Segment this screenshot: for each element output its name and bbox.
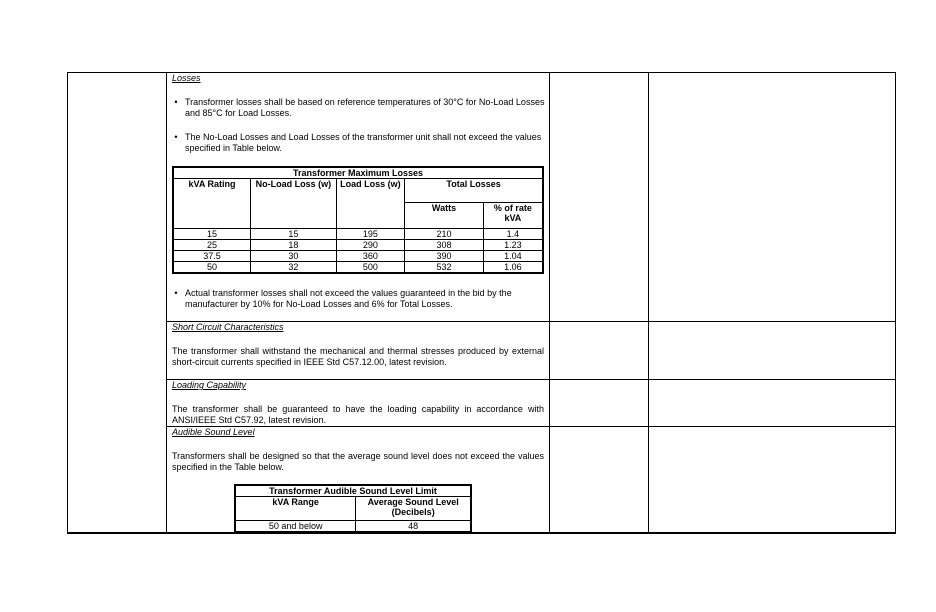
cell: 360	[336, 251, 405, 262]
col-border-5	[895, 72, 896, 533]
subheader-watts: Watts	[405, 203, 484, 229]
losses-bullet-1: Transformer losses shall be based on reference temperatures of 30°C for No-Load Losses and 85°C for Load Losses.	[185, 97, 545, 118]
audible-sound-heading: Audible Sound Level	[172, 427, 255, 437]
bullet-dot: •	[174, 132, 178, 142]
cell: 1.23	[483, 240, 543, 251]
row-separator	[166, 426, 895, 427]
table-row	[173, 262, 543, 274]
cell: 15	[173, 229, 251, 240]
cell: 532	[405, 262, 484, 274]
short-circuit-text: The transformer shall withstand the mechanical and thermal stresses produced by external short-circuit currents specified in IEEE Std C57.12.00, latest revision.	[172, 346, 544, 367]
table-row	[173, 240, 543, 251]
cell: 50 and below	[235, 521, 356, 533]
table-row	[173, 229, 543, 240]
short-circuit-heading: Short Circuit Characteristics	[172, 322, 284, 332]
audible-sound-text: Transformers shall be designed so that the average sound level does not exceed the values specified in the Table below.	[172, 451, 544, 472]
cell: 37.5	[173, 251, 251, 262]
col-border-3	[549, 72, 550, 533]
col-border-2	[166, 72, 167, 533]
losses-bullet-2: The No-Load Losses and Load Losses of the transformer unit shall not exceed the values specified in Table below.	[185, 132, 542, 153]
cell: 30	[251, 251, 336, 262]
header-load-loss: Load Loss (w)	[336, 179, 405, 229]
table-row	[235, 521, 471, 533]
bullet-dot: •	[174, 97, 178, 107]
loading-capability-text: The transformer shall be guaranteed to have the loading capability in accordance with ANSI/IEEE Std C57.92, latest revision.	[172, 404, 544, 425]
sound-level-table	[234, 484, 472, 533]
subheader-percent-rate: % of rate kVA	[483, 203, 543, 229]
cell: 48	[356, 521, 471, 533]
col-border-1	[67, 72, 68, 533]
cell: 210	[405, 229, 484, 240]
bullet-dot: •	[174, 288, 178, 298]
cell: 50	[173, 262, 251, 274]
losses-bullet-3: Actual transformer losses shall not exceed the values guaranteed in the bid by the manufacturer by 10% for No-Load Losses and 6% for Total Losses.	[185, 288, 512, 309]
cell: 308	[405, 240, 484, 251]
header-total-losses: Total Losses	[405, 179, 543, 203]
cell: 195	[336, 229, 405, 240]
cell: 32	[251, 262, 336, 274]
cell: 18	[251, 240, 336, 251]
sound-table-title: Transformer Audible Sound Level Limit	[235, 485, 471, 497]
cell: 500	[336, 262, 405, 274]
header-kva-rating: kVA Rating	[173, 179, 251, 229]
table-row	[173, 251, 543, 262]
losses-heading: Losses	[172, 73, 201, 83]
row-separator	[166, 379, 895, 380]
header-no-load-loss: No-Load Loss (w)	[251, 179, 336, 229]
header-average-sound-level: Average Sound Level (Decibels)	[356, 497, 471, 521]
max-losses-title: Transformer Maximum Losses	[173, 167, 543, 179]
cell: 1.06	[483, 262, 543, 274]
header-kva-range: kVA Range	[235, 497, 356, 521]
table-bottom-border	[67, 532, 896, 534]
cell: 290	[336, 240, 405, 251]
cell: 25	[173, 240, 251, 251]
cell: 15	[251, 229, 336, 240]
max-losses-table	[172, 166, 544, 274]
cell: 1.4	[483, 229, 543, 240]
cell: 390	[405, 251, 484, 262]
col-border-4	[648, 72, 649, 533]
loading-capability-heading: Loading Capability	[172, 380, 247, 390]
cell: 1.04	[483, 251, 543, 262]
